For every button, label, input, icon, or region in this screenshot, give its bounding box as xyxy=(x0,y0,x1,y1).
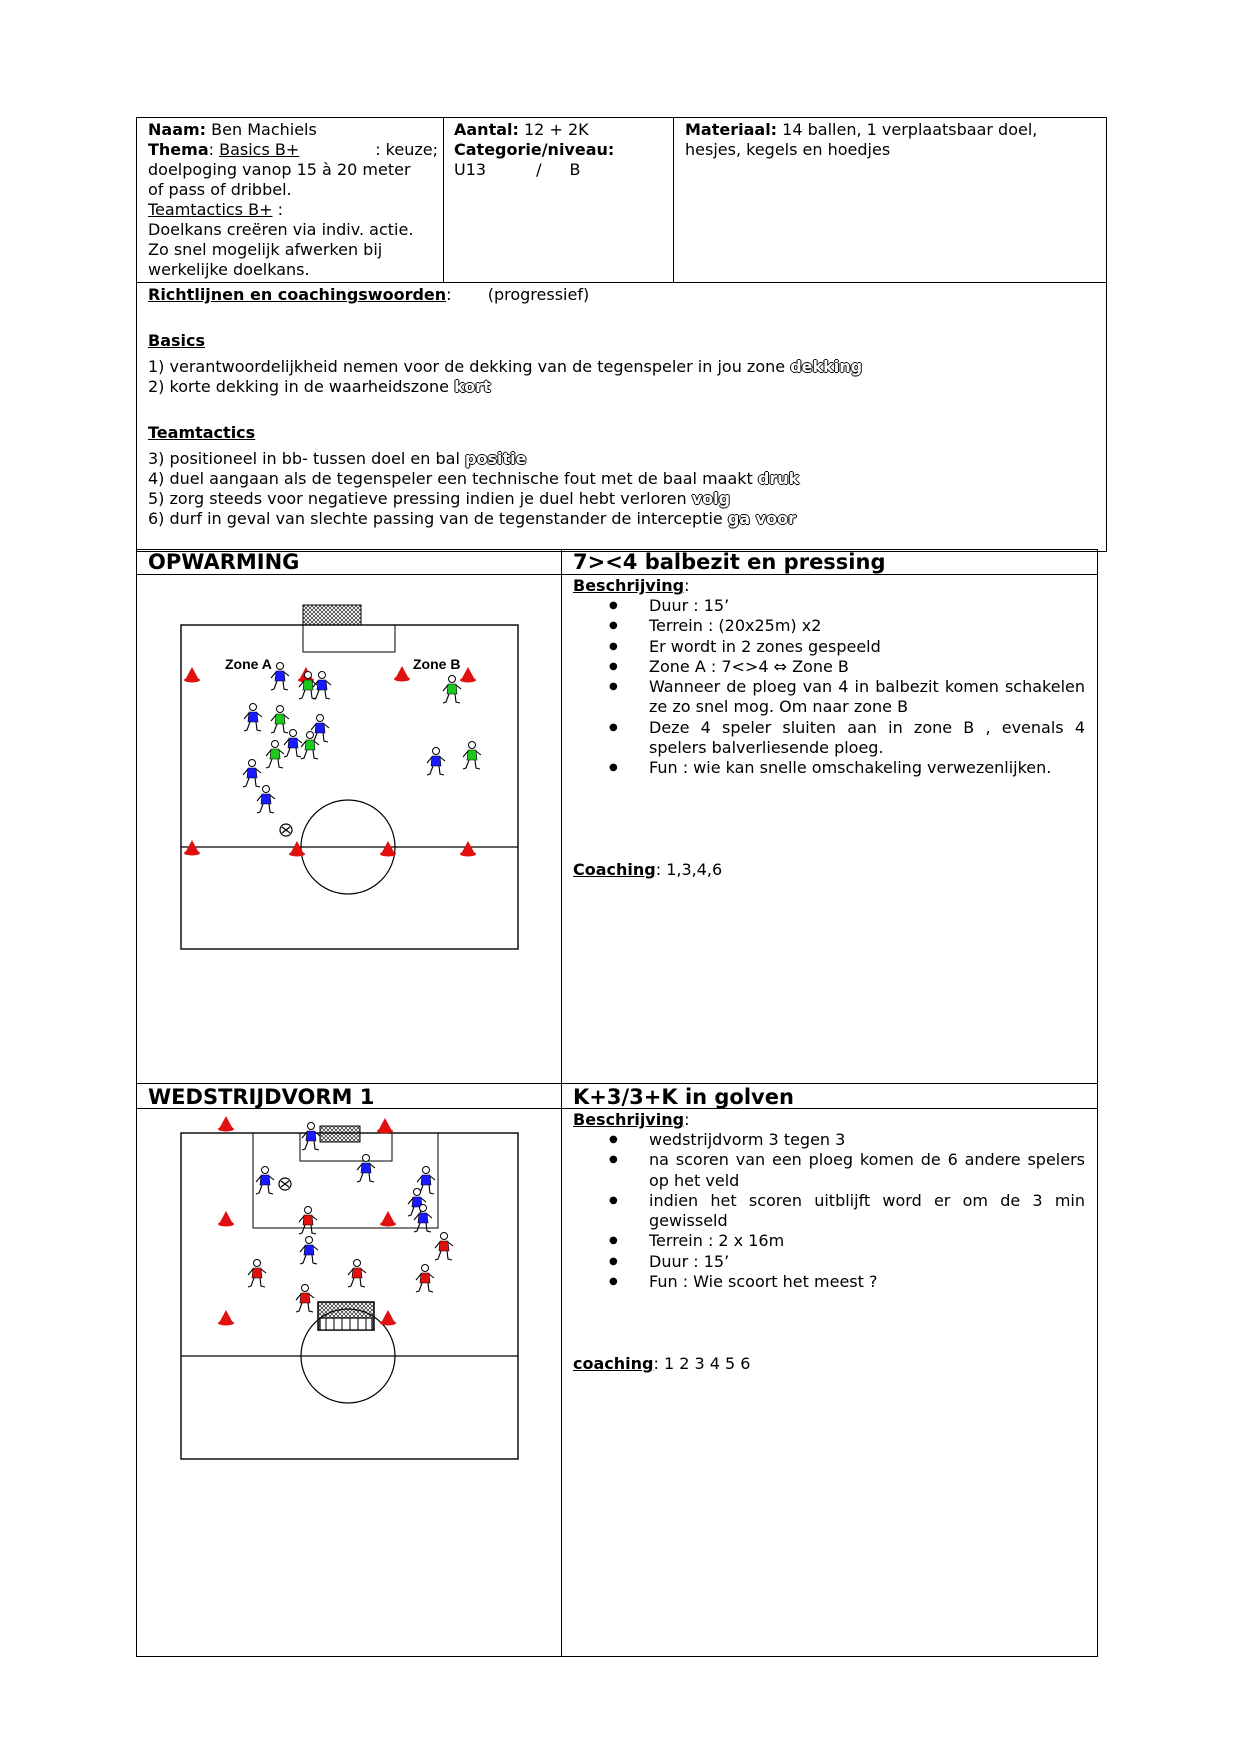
cone-icon xyxy=(460,841,476,857)
cone-icon xyxy=(218,1310,234,1326)
list-item: ● Wanneer de ploeg van 4 in balbezit komen schakelen ze zo snel mog. Om naar zone B xyxy=(573,677,1085,718)
player-icon xyxy=(357,1155,375,1183)
opwarming-description: Beschrijving: ● Duur : 15’ ● Terrein : (20x25m) x2 ● Er wordt in 2 zones gespeeld ● Zone A : 7<>4 ⇔ Zone B ● Wanneer de ploeg van 4 in balbezit komen schakelen ze zo snel mog. Om naar zone B ● Deze 4 speler sluiten aan in zone B , evenals 4 spelers balverliesende ploeg. ● Fun : wie kan snelle omschakeling verwezenlijken. xyxy=(573,576,1085,779)
list-item: ● Terrein : (20x25m) x2 xyxy=(573,616,1085,636)
player-icon xyxy=(248,1260,266,1288)
coaching-value: : 1 2 3 4 5 6 xyxy=(653,1354,751,1373)
wedstrijdvorm-description: Beschrijving: ● wedstrijdvorm 3 tegen 3 ● na scoren van een ploeg komen de 6 andere spelers op het veld ● indien het scoren uitblijft word er om de 3 min gewisseld ● Terrein : 2 x 16m ● Duur : 15’ ● Fun : Wie scoort het meest ? xyxy=(573,1110,1085,1292)
coaching-keyword: kort xyxy=(454,377,491,396)
thema-text-3: of pass of dribbel. xyxy=(148,180,292,199)
materiaal-value-2: hesjes, kegels en hoedjes xyxy=(685,140,891,159)
naam-value: Ben Machiels xyxy=(211,120,317,139)
wedstrijdvorm-bullets xyxy=(573,1130,1085,1292)
categorie-value-2: B xyxy=(569,160,581,179)
cone-icon xyxy=(460,667,476,683)
cone-icon xyxy=(394,666,410,682)
list-item: ● Terrein : 2 x 16m xyxy=(573,1231,1085,1251)
coaching-value: : 1,3,4,6 xyxy=(655,860,723,879)
player-icon xyxy=(427,748,445,776)
player-icon xyxy=(435,1233,453,1261)
teamtactics-link[interactable]: Teamtactics B+ xyxy=(148,200,273,219)
teamtactics-item: 3) positioneel in bb- tussen doel en bal positie xyxy=(148,449,527,468)
list-item: ● Fun : Wie scoort het meest ? xyxy=(573,1272,1085,1292)
cone-icon xyxy=(377,1118,393,1134)
richtlijnen-section: Richtlijnen en coachingswoorden: (progressief) Basics 1) verantwoordelijkheid nemen voor de dekking van de tegenspeler in jou zone dekking 2) korte dekking in de waarheidszone kort Teamtactics 3) positioneel in bb- tussen doel en bal positie 4) duel aangaan als de tegenspeler een technische fout met de baal maakt druk 5) zorg steeds voor negatieve pressing indien je duel hebt verloren volg 6) durf in geval van slechte passing van de tegenstander de interceptie ga voor xyxy=(148,285,1098,529)
materiaal-cell xyxy=(685,120,1100,160)
cone-icon xyxy=(218,1116,234,1132)
zone-a-label: Zone A xyxy=(225,656,272,672)
materiaal-label: Materiaal: xyxy=(685,120,778,139)
aantal-label: Aantal: xyxy=(454,120,519,139)
player-icon xyxy=(256,1167,274,1195)
cone-icon xyxy=(380,841,396,857)
basics-item: 1) verantwoordelijkheid nemen voor de dekking van de tegenspeler in jou zone dekking xyxy=(148,357,863,376)
cone-icon xyxy=(380,1310,396,1326)
list-item: ● Fun : wie kan snelle omschakeling verwezenlijken. xyxy=(573,758,1085,778)
wedstrijdvorm-exercise-title: K+3/3+K in golven xyxy=(573,1085,794,1109)
cone-icon xyxy=(289,841,305,857)
player-icon xyxy=(296,1285,314,1313)
aantal-value: 12 + 2K xyxy=(524,120,589,139)
cone-icon xyxy=(218,1211,234,1227)
player-icon xyxy=(443,676,461,704)
thema-text-2: doelpoging vanop 15 à 20 meter xyxy=(148,160,411,179)
zone-b-label: Zone B xyxy=(413,656,461,672)
list-item: ● wedstrijdvorm 3 tegen 3 xyxy=(573,1130,1085,1150)
player-icon xyxy=(463,742,481,770)
list-item: ● indien het scoren uitblijft word er om de 3 min gewisseld xyxy=(573,1191,1085,1232)
categorie-label: Categorie/niveau: xyxy=(454,140,615,159)
player-icon xyxy=(243,760,261,788)
player-icon xyxy=(284,730,302,758)
wedstrijdvorm-title: WEDSTRIJDVORM 1 xyxy=(148,1085,375,1109)
basics-heading: Basics xyxy=(148,331,206,350)
opwarming-exercise-title: 7><4 balbezit en pressing xyxy=(573,550,886,574)
opwarming-pitch-diagram xyxy=(170,600,530,960)
coaching-keyword: dekking xyxy=(790,357,863,376)
player-icon xyxy=(348,1260,366,1288)
categorie-value-1: U13 xyxy=(454,160,487,179)
thema-label: Thema xyxy=(148,140,209,159)
teamtactics-text-3: werkelijke doelkans. xyxy=(148,260,310,279)
teamtactics-item: 5) zorg steeds voor negatieve pressing indien je duel hebt verloren volg xyxy=(148,489,731,508)
teamtactics-heading: Teamtactics xyxy=(148,423,256,442)
cone-icon xyxy=(380,1211,396,1227)
list-item: ● Deze 4 speler sluiten aan in zone B , evenals 4 spelers balverliesende ploeg. xyxy=(573,718,1085,759)
coaching-label: coaching xyxy=(573,1354,654,1373)
teamtactics-text-2: Zo snel mogelijk afwerken bij xyxy=(148,240,383,259)
naam-cell: Naam: Ben Machiels Thema: Basics B+ : keuze; doelpoging vanop 15 à 20 meter of pass of dribbel. Teamtactics B+ : Doelkans creëren via indiv. actie. Zo snel mogelijk afwerken bij werkelijke doelkans. xyxy=(148,120,438,279)
player-icon xyxy=(313,672,331,700)
basics-item: 2) korte dekking in de waarheidszone kort xyxy=(148,377,491,396)
player-icon xyxy=(300,1237,318,1265)
list-item: ● Duur : 15’ xyxy=(573,596,1085,616)
wedstrijdvorm-coaching xyxy=(573,1354,750,1374)
aantal-cell: Aantal: 12 + 2K Categorie/niveau: U13 / B xyxy=(454,120,669,180)
richtlijnen-title: Richtlijnen en coachingswoorden xyxy=(148,285,447,304)
list-item: ● Zone A : 7<>4 ⇔ Zone B xyxy=(573,657,1085,677)
cone-icon xyxy=(184,840,200,856)
thema-link[interactable]: Basics B+ xyxy=(219,140,300,159)
teamtactics-item: 6) durf in geval van slechte passing van de tegenstander de interceptie ga voor xyxy=(148,509,796,528)
player-icon xyxy=(416,1265,434,1293)
player-icon xyxy=(299,1207,317,1235)
player-icon xyxy=(244,704,262,732)
materiaal-value-1: 14 ballen, 1 verplaatsbaar doel, xyxy=(782,120,1038,139)
cone-icon xyxy=(184,667,200,683)
teamtactics-item: 4) duel aangaan als de tegenspeler een technische fout met de baal maakt druk xyxy=(148,469,800,488)
naam-label: Naam: xyxy=(148,120,207,139)
player-icon xyxy=(257,786,275,814)
thema-text-1: : keuze; xyxy=(375,140,438,159)
opwarming-coaching xyxy=(573,860,722,880)
beschrijving-label: Beschrijving xyxy=(573,576,685,595)
opwarming-title: OPWARMING xyxy=(148,550,300,574)
list-item: ● Duur : 15’ xyxy=(573,1252,1085,1272)
player-icon xyxy=(271,663,289,691)
coaching-keyword: ga voor xyxy=(727,509,796,528)
beschrijving-label: Beschrijving xyxy=(573,1110,685,1129)
list-item: ● Er wordt in 2 zones gespeeld xyxy=(573,637,1085,657)
list-item: ● na scoren van een ploeg komen de 6 andere spelers op het veld xyxy=(573,1150,1085,1191)
opwarming-bullets xyxy=(573,596,1085,779)
player-icon xyxy=(266,741,284,769)
player-icon xyxy=(271,706,289,734)
wedstrijdvorm-pitch-diagram xyxy=(170,1112,530,1472)
coaching-keyword: druk xyxy=(757,469,800,488)
coaching-keyword: volg xyxy=(691,489,731,508)
teamtactics-text-1: Doelkans creëren via indiv. actie. xyxy=(148,220,414,239)
player-icon xyxy=(311,715,329,743)
coaching-label: Coaching xyxy=(573,860,656,879)
coaching-keyword: positie xyxy=(465,449,527,468)
player-icon xyxy=(302,1123,320,1151)
richtlijnen-note: (progressief) xyxy=(487,285,590,304)
